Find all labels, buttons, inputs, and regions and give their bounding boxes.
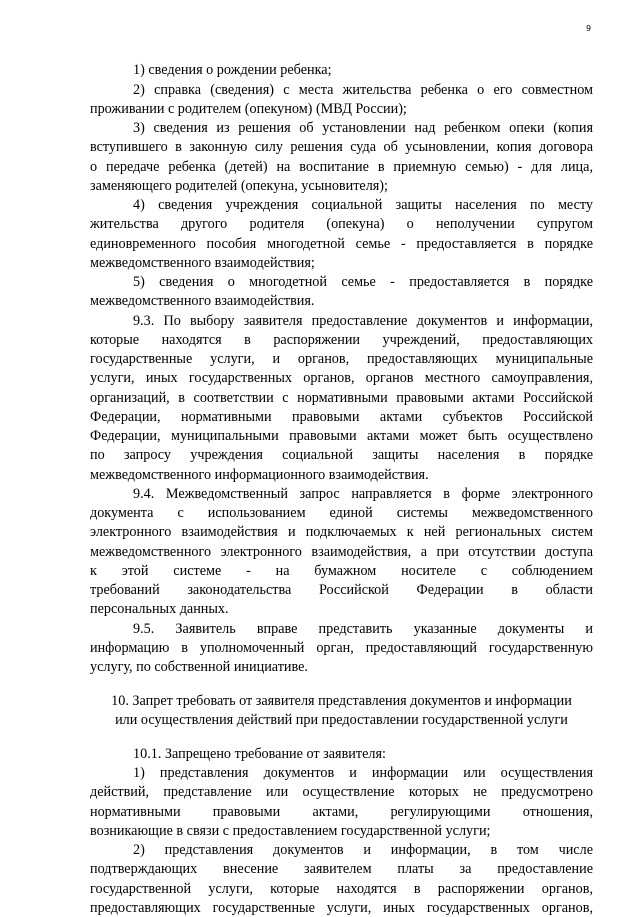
section-heading: или осуществления действий при предоставлении государственной услуги [115, 712, 568, 728]
text-line: 5) сведения о многодетной семье - предоставляется в порядке [133, 274, 593, 290]
text-line: 2) справка (сведения) с места жительства ребенка о его совместном [133, 82, 593, 98]
text-line: 4) сведения учреждения социальной защиты населения по месту [133, 197, 593, 213]
text-line: 1) сведения о рождении ребенка; [133, 62, 332, 78]
text-line: к этой системе - на бумажном носителе с соблюдением [90, 563, 593, 579]
text-line: по запросу учреждения социальной защиты населения в порядке [90, 447, 593, 463]
text-line: возникающие в связи с предоставлением государственной услуги; [90, 823, 491, 839]
text-line: 2) представления документов и информации, в том числе [133, 842, 593, 858]
text-line: действий, представление или осуществление которых не предусмотрено [90, 784, 593, 800]
text-line: предоставляющих государственные услуги, иных государственных органов, [90, 900, 593, 916]
text-line: организаций, в соответствии с нормативными правовыми актами Российской [90, 390, 593, 406]
text-line: информацию в уполномоченный орган, предоставляющий государственную [90, 640, 593, 656]
text-line: нормативными правовыми актами, регулирующими отношения, [90, 804, 593, 820]
text-line: межведомственного информационного взаимодействия. [90, 467, 429, 483]
text-line: Федерации, нормативными правовыми актами субъектов Российской [90, 409, 593, 425]
text-line: Федерации, муниципальными правовыми актами может быть осуществлено [90, 428, 593, 444]
text-line: персональных данных. [90, 601, 229, 617]
text-line: о передаче ребенка (детей) на воспитание в приемную семью) - для лица, [90, 159, 593, 175]
page-number: 9 [586, 24, 592, 33]
text-line: 9.5. Заявитель вправе представить указанные документы и [133, 621, 593, 637]
text-line: межведомственного взаимодействия. [90, 293, 315, 309]
text-line: услугу, по собственной инициативе. [90, 659, 308, 675]
text-line: вступившего в законную силу решения суда об усыновлении, копия договора [90, 139, 593, 155]
text-line: заменяющего родителей (опекуна, усыновителя); [90, 178, 388, 194]
text-line: документа с использованием единой системы межведомственного [90, 505, 593, 521]
text-line: 10.1. Запрещено требование от заявителя: [133, 746, 386, 762]
text-line: электронного взаимодействия и подключаемых к ней региональных систем [90, 524, 593, 540]
text-line: межведомственного взаимодействия; [90, 255, 315, 271]
text-line: государственной услуги, которые находятся в распоряжении органов, [90, 881, 593, 897]
text-line: межведомственного электронного взаимодействия, а при отсутствии доступа [90, 544, 593, 560]
text-line: 9.3. По выбору заявителя предоставление документов и информации, [133, 313, 593, 329]
text-line: 3) сведения из решения об установлении над ребенком опеки (копия [133, 120, 593, 136]
section-heading: 10. Запрет требовать от заявителя представления документов и информации [111, 693, 572, 709]
text-line: подтверждающих внесение заявителем платы за предоставление [90, 861, 593, 877]
text-line: 1) представления документов и информации или осуществления [133, 765, 593, 781]
text-line: жительства другого родителя (опекуна) о неполучении супругом [90, 216, 593, 232]
text-line: единовременного пособия многодетной семье - предоставляется в порядке [90, 236, 593, 252]
text-line: государственные услуги, и органов, предоставляющих муниципальные [90, 351, 593, 367]
text-line: 9.4. Межведомственный запрос направляется в форме электронного [133, 486, 593, 502]
text-line: услуги, иных государственных органов, органов местного самоуправления, [90, 370, 593, 386]
text-line: которые находятся в распоряжении учреждений, предоставляющих [90, 332, 593, 348]
text-line: проживании с родителем (опекуном) (МВД России); [90, 101, 407, 117]
text-line: требований законодательства Российской Федерации в области [90, 582, 593, 598]
